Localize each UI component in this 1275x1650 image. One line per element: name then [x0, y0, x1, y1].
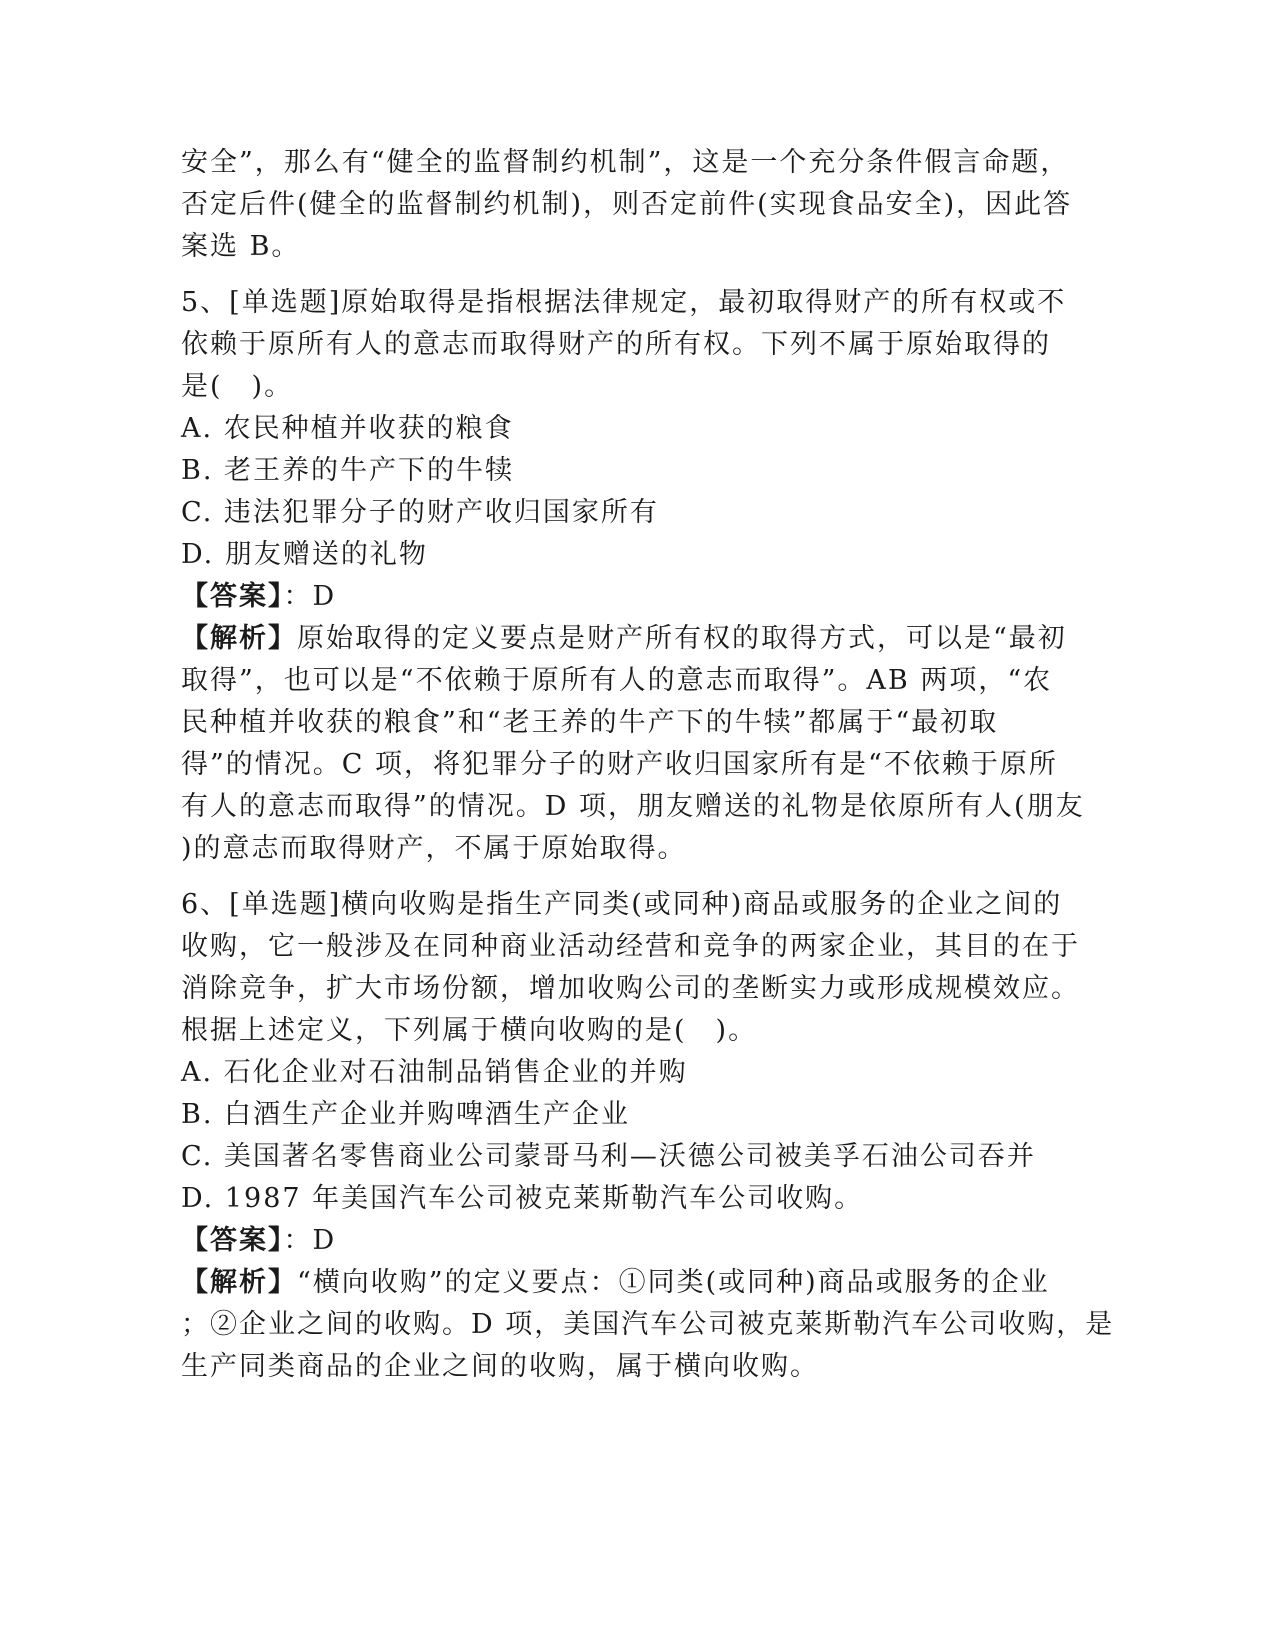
question-stem-line: 消除竞争，扩大市场份额，增加收购公司的垄断实力或形成规模效应。 [181, 973, 1080, 1004]
question-6 [181, 884, 1115, 1388]
text-line: 否定后件(健全的监督制约机制)，则否定前件(实现食品安全)，因此答 [181, 189, 1073, 220]
question-stem-line: 根据上述定义，下列属于横向收购的是( )。 [181, 1015, 758, 1046]
analysis-line: 民种植并收获的粮食”和“老王养的牛产下的牛犊”都属于“最初取 [181, 707, 999, 738]
analysis-line [181, 618, 1067, 660]
question-5 [181, 282, 1085, 870]
analysis-line [181, 1262, 1050, 1304]
answer-label: 【答案】 [181, 581, 284, 612]
analysis-line: ；②企业之间的收购。D 项，美国汽车公司被克莱斯勒汽车公司收购，是 [181, 1309, 1115, 1340]
analysis-text: 原始取得的定义要点是财产所有权的取得方式，可以是“最初 [297, 623, 1067, 654]
question-stem-line: 5、[单选题]原始取得是指根据法律规定，最初取得财产的所有权或不 [181, 287, 1067, 318]
option-c: C. 美国著名零售商业公司蒙哥马利—沃德公司被美孚石油公司吞并 [181, 1141, 1036, 1172]
answer-label: 【答案】 [181, 1225, 284, 1256]
analysis-text: “横向收购”的定义要点：①同类(或同种)商品或服务的企业 [297, 1267, 1050, 1298]
analysis-label: 【解析】 [181, 1267, 297, 1298]
option-d: D. 朋友赠送的礼物 [181, 539, 428, 570]
text-line: 案选 B。 [181, 231, 301, 262]
answer-line [181, 1220, 1041, 1262]
analysis-line: 生产同类商品的企业之间的收购，属于横向收购。 [181, 1351, 819, 1382]
analysis-label: 【解析】 [181, 623, 297, 654]
analysis-line: 取得”，也可以是“不依赖于原所有人的意志而取得”。AB 两项，“农 [181, 665, 1053, 696]
question-stem-line: 依赖于原所有人的意志而取得财产的所有权。下列不属于原始取得的 [181, 329, 1051, 360]
option-a: A. 石化企业对石油制品销售企业的并购 [181, 1057, 688, 1088]
document-page [181, 142, 1115, 1388]
text-line: 安全”，那么有“健全的监督制约机制”，这是一个充分条件假言命题， [181, 147, 1070, 178]
answer-value: ：D [283, 1225, 337, 1256]
previous-explanation [181, 142, 1073, 268]
option-b: B. 白酒生产企业并购啤酒生产企业 [181, 1099, 631, 1130]
option-c: C. 违法犯罪分子的财产收归国家所有 [181, 497, 659, 528]
analysis-line: 得”的情况。C 项，将犯罪分子的财产收归国家所有是“不依赖于原所 [181, 749, 1058, 780]
option-b: B. 老王养的牛产下的牛犊 [181, 455, 515, 486]
answer-line [181, 576, 1041, 618]
question-stem-line: 收购，它一般涉及在同种商业活动经营和竞争的两家企业，其目的在于 [181, 931, 1080, 962]
option-d: D. 1987 年美国汽车公司被克莱斯勒汽车公司收购。 [181, 1183, 864, 1214]
question-stem-line: 是( )。 [181, 371, 294, 402]
analysis-line: 有人的意志而取得”的情况。D 项，朋友赠送的礼物是依原所有人(朋友 [181, 791, 1085, 822]
option-a: A. 农民种植并收获的粮食 [181, 413, 514, 444]
question-stem-line: 6、[单选题]横向收购是指生产同类(或同种)商品或服务的企业之间的 [181, 889, 1063, 920]
answer-value: ：D [283, 581, 337, 612]
analysis-line: )的意志而取得财产，不属于原始取得。 [181, 833, 687, 864]
